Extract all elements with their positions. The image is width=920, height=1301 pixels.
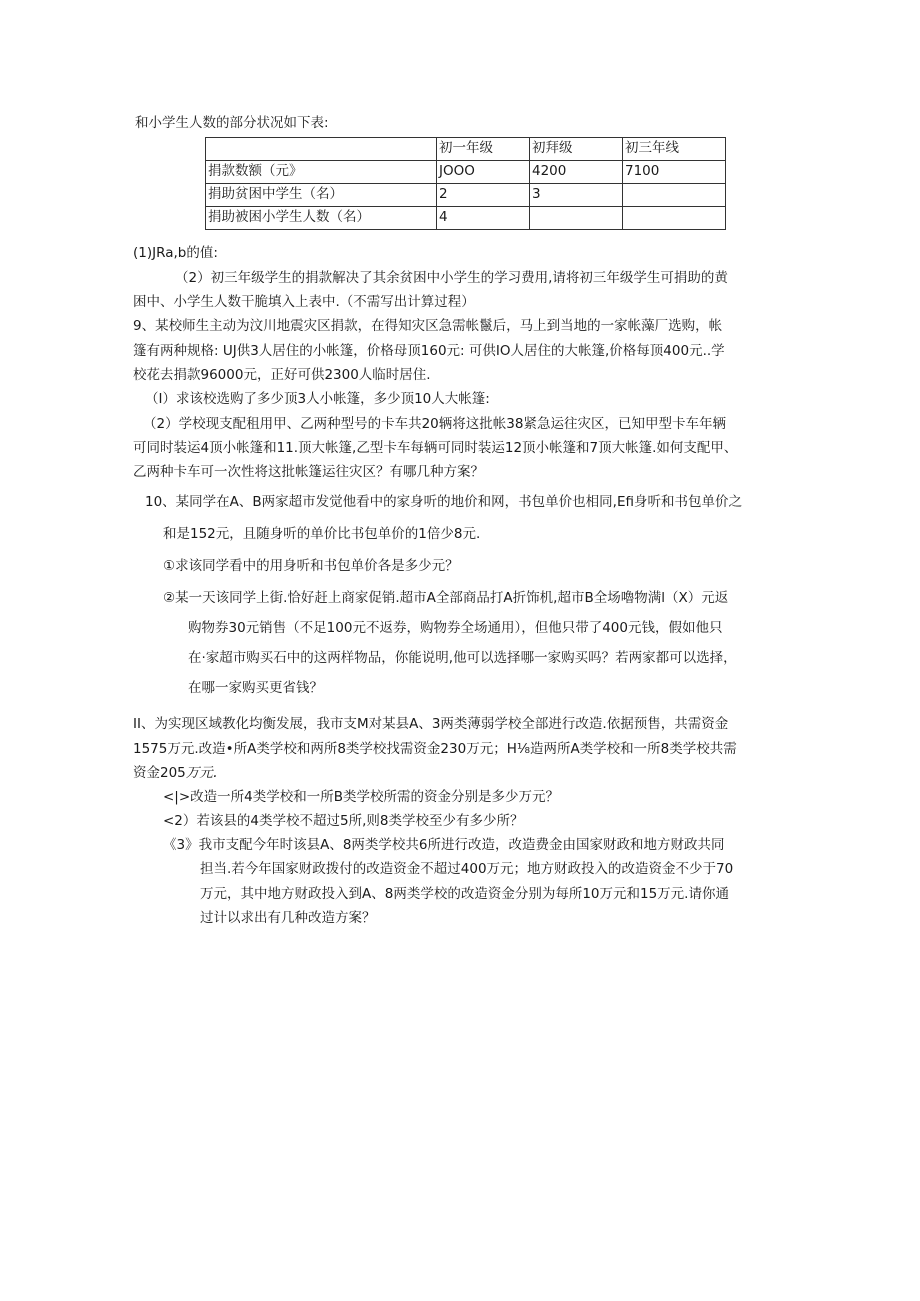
q9-line1: 9、某校师生主动为汶川地震灾区捐款，在得知灾区急需帐鬣后，马上到当地的一家帐藻厂选购，帐: [133, 318, 723, 334]
q11-line3: [133, 763, 217, 783]
table-cell: 初三年线: [623, 138, 726, 161]
table-cell: [206, 138, 437, 161]
q10-sub2-line3: 在·家超市购买石中的这两样物品，你能说明,他可以选择哪一家购买吗？若两家都可以选择，: [188, 650, 737, 666]
table-cell: [623, 184, 726, 207]
table-row: [206, 161, 726, 184]
q9-sub2-line3: 乙两种卡车可一次性将这批帐篷运往灾区？有哪几种方案？: [133, 464, 484, 480]
table-cell: 4: [437, 207, 530, 230]
q11-sub3-line3: 万元，其中地方财政投入到A、8两类学校的改造资金分别为每所10万元和15万元.请你通: [200, 886, 729, 902]
q10-sub2-line1: ②某一天该同学上街.恰好赶上商家促销.超市A全部商品打A折饰机,超市B全场嚕物满l（X）元返: [163, 590, 729, 606]
q11-sub3-line2: 担当.若今年国家财政拨付的改造资金不超过400万元；地方财政投入的改造资金不少于70: [200, 861, 734, 877]
q11-line2: 1575万元.改造•所A类学校和两所8类学校找需资金230万元；H⅛造两所A类学校和一所8类学校共需: [133, 741, 737, 757]
table-cell: 初一年级: [437, 138, 530, 161]
intro-text: 和小学生人数的部分状况如下表:: [135, 115, 329, 131]
q8-part2-line1: （2）初三年级学生的捐款解决了其余贫困中小学生的学习费用,请将初三年级学生可捐助的黄: [175, 270, 728, 286]
q11-line3-unit: 万元.: [185, 765, 218, 781]
table-cell: 4200: [530, 161, 623, 184]
q9-sub2-line1: （2）学校现支配租用甲、乙两种型号的卡车共20辆将这批帐38紧急运往灾区，已知甲型卡车年辆: [143, 416, 726, 432]
q10-line1: 10、某同学在A、B两家超市发觉他看中的家身听的地价和网，书包单价也相同,Efi身听和书包单价之: [145, 494, 742, 510]
q10-line2: 和是152元，且随身听的单价比书包单价的1倍少8元.: [163, 526, 481, 542]
table-cell: 捐助被困小学生人数（名）: [206, 207, 437, 230]
q9-sub1: （I）求该校选购了多少顶3人小帐篷，多少顶10人大帐篷:: [145, 391, 490, 407]
q9-sub2-line2: 可同时装运4顶小帐篷和11.顶大帐篷,乙型卡车每辆可同时装运12顶小帐篷和7顶大帐篷.如何支配甲、: [133, 440, 738, 456]
table-cell: 捐款数额（元》: [206, 161, 437, 184]
q11-sub3-line1: 《3》我市支配今年时该县A、8两类学校共6所进行改造，改造费金由国家财政和地方财政共同: [163, 837, 725, 853]
q11-sub3-line4: 过计以求出有几种改造方案？: [200, 910, 376, 926]
q11-sub1: <|>改造一所4类学校和一所B类学校所需的资金分别是多少万元？: [163, 789, 560, 805]
q10-sub1: ①求该同学看中的用身听和书包单价各是多少元？: [163, 558, 459, 574]
table-cell: 初拜级: [530, 138, 623, 161]
q8-part2-line2: 困中、小学生人数干脆填入上表中.（不需写出计算过程）: [133, 294, 475, 310]
table-row: [206, 207, 726, 230]
q9-line3: 校花去捐款96000元，正好可供2300人临时居住.: [133, 367, 431, 383]
q9-line2: 篷有两种规格: UJ供3人居住的小帐篷，价格母顶160元: 可供IO人居住的大帐篷,价格每顶400元..学: [133, 343, 725, 359]
table-cell: 捐助贫困中学生（名）: [206, 184, 437, 207]
q11-sub2: <2）若该县的4类学校不超过5所,则8类学校至少有多少所？: [163, 813, 524, 829]
table-cell: [530, 207, 623, 230]
table-cell: 3: [530, 184, 623, 207]
donation-table: [205, 137, 726, 230]
table-cell: JOOO: [437, 161, 530, 184]
q11-line1: II、为实现区域教化均衡发展，我市支M对某县A、3两类薄弱学校全部逬行改造.依据预售，共需资金: [133, 716, 729, 732]
table-header-row: [206, 138, 726, 161]
table-cell: 2: [437, 184, 530, 207]
table-row: [206, 184, 726, 207]
q10-sub2-line2: 购物券30元销售（不足100元不返券，购物券全场通用），但他只带了400元钱，假如他只: [188, 620, 723, 636]
q8-part1: (1)JRa,b的值:: [133, 245, 218, 261]
table-cell: 7100: [623, 161, 726, 184]
q10-sub2-line4: 在哪一家购买更省钱？: [188, 680, 323, 696]
q11-line3-text: 资金205: [133, 765, 186, 781]
table-cell: [623, 207, 726, 230]
